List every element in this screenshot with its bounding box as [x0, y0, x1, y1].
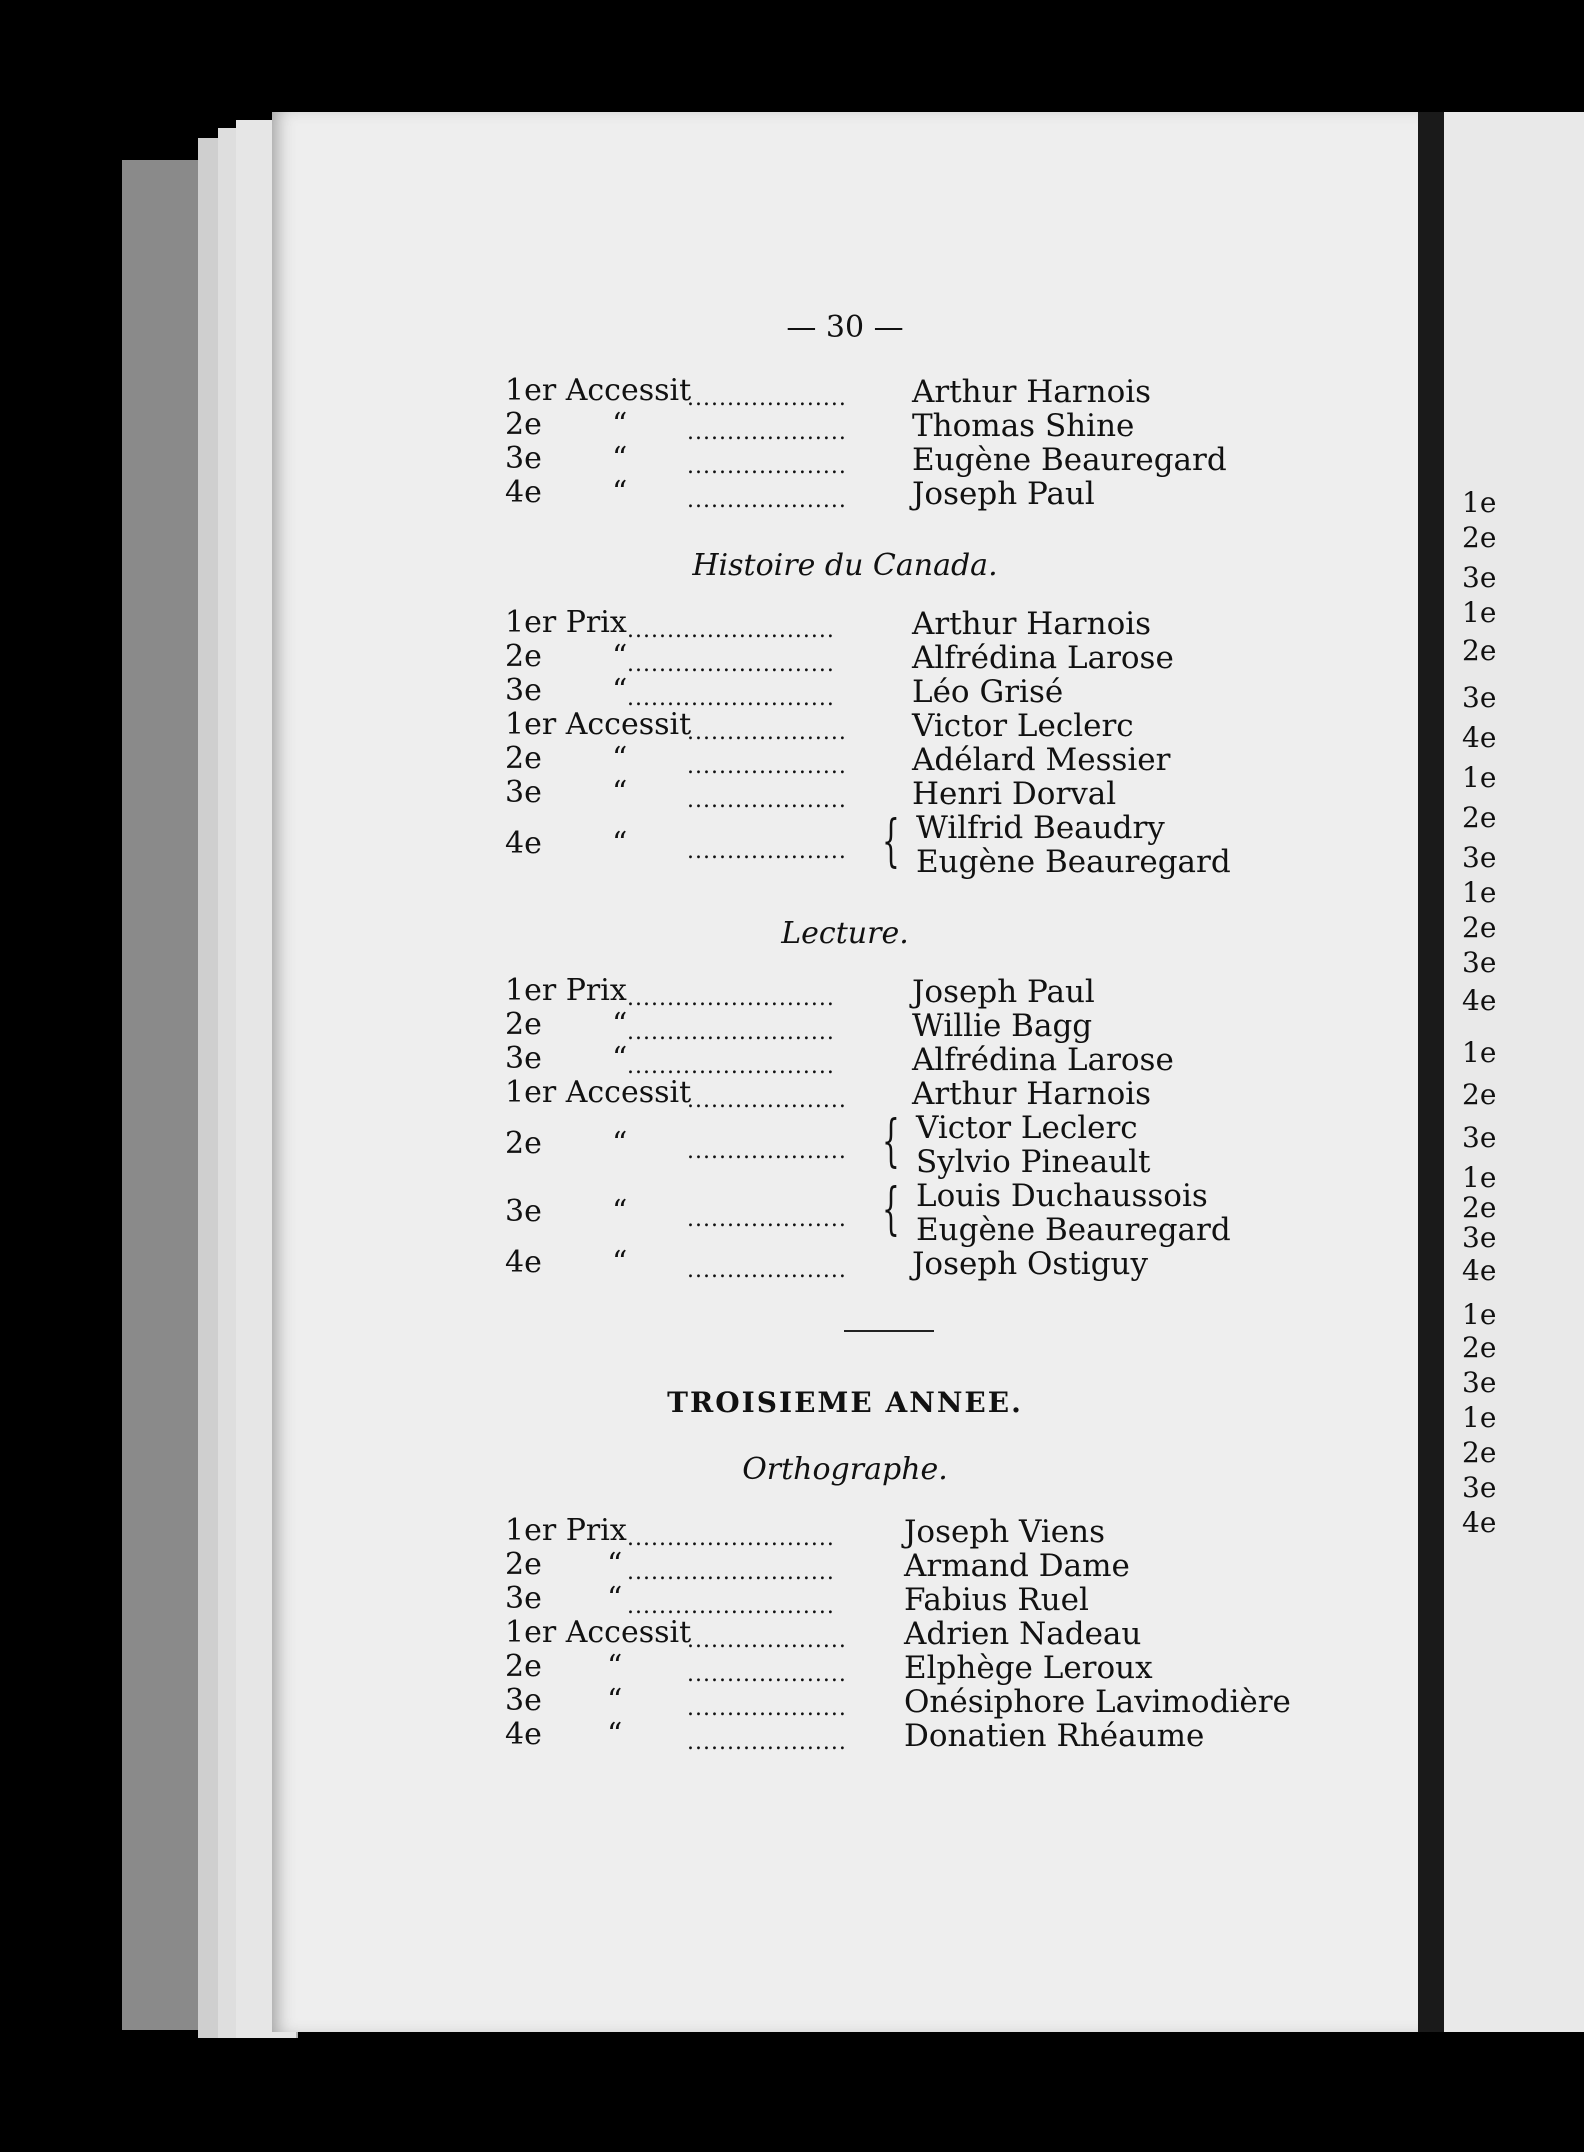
rank-label: 1er Accessit — [505, 373, 692, 408]
facing-page-text: 1e — [1462, 1036, 1497, 1069]
rank-label: 2e — [505, 1126, 542, 1161]
facing-page-text: 3e — [1462, 1121, 1497, 1154]
leader-dots: .................... — [687, 386, 847, 411]
list-row — [272, 441, 1418, 479]
book-spine — [1418, 112, 1444, 2032]
ditto-mark: “ — [612, 673, 628, 708]
leader-dots: .................... — [687, 788, 847, 813]
page-number: — 30 — — [786, 310, 904, 345]
ditto-mark: “ — [612, 1126, 628, 1161]
student-name: Henri Dorval — [912, 776, 1117, 812]
facing-page — [1444, 112, 1584, 2032]
brace-mark: { — [882, 809, 900, 874]
list-row — [272, 1615, 1418, 1653]
leader-dots: .................... — [687, 1139, 847, 1164]
student-name: Victor Leclerc — [916, 1110, 1138, 1146]
student-name: Arthur Harnois — [912, 374, 1152, 410]
rank-label: 3e — [505, 441, 542, 476]
rank-label: 1er Accessit — [505, 707, 692, 742]
facing-page-text: 3e — [1462, 946, 1497, 979]
leader-dots: .................... — [687, 1730, 847, 1755]
student-name: Sylvio Pineault — [916, 1144, 1151, 1180]
facing-page-text: 3e — [1462, 1366, 1497, 1399]
student-name: Fabius Ruel — [904, 1582, 1089, 1618]
student-name: Joseph Ostiguy — [912, 1246, 1149, 1282]
student-name: Adélard Messier — [912, 742, 1171, 778]
student-name: Victor Leclerc — [912, 708, 1134, 744]
list-row — [272, 475, 1418, 513]
list-row — [272, 1547, 1418, 1585]
list-row — [272, 673, 1418, 711]
facing-page-text: 2e — [1462, 1191, 1497, 1224]
list-row — [272, 1581, 1418, 1619]
rank-label: 1er Accessit — [505, 1615, 692, 1650]
student-name: Elphège Leroux — [904, 1650, 1153, 1686]
leader-dots: .................... — [687, 420, 847, 445]
student-name: Donatien Rhéaume — [904, 1718, 1205, 1754]
facing-page-text: 3e — [1462, 1221, 1497, 1254]
facing-page-text: 1e — [1462, 761, 1497, 794]
rank-label: 2e — [505, 741, 542, 776]
student-name: Joseph Paul — [912, 974, 1095, 1010]
list-row — [272, 973, 1418, 1011]
leader-dots: .................... — [687, 720, 847, 745]
ditto-mark: “ — [612, 775, 628, 810]
facing-page-text: 1e — [1462, 1161, 1497, 1194]
rank-label: 4e — [505, 1717, 542, 1752]
document-page — [272, 112, 1418, 2032]
facing-page-text: 2e — [1462, 1078, 1497, 1111]
list-row — [272, 741, 1418, 779]
leader-dots: .................... — [687, 1088, 847, 1113]
student-name: Wilfrid Beaudry — [916, 810, 1165, 846]
leader-dots: .......................... — [627, 1020, 835, 1045]
student-name: Alfrédina Larose — [912, 1042, 1174, 1078]
rank-label: 4e — [505, 475, 542, 510]
student-name: Thomas Shine — [912, 408, 1135, 444]
student-name: Onésiphore Lavimodière — [904, 1684, 1291, 1720]
facing-page-text: 2e — [1462, 1436, 1497, 1469]
list-row — [272, 407, 1418, 445]
year-title: TROISIEME ANNEE. — [667, 1386, 1023, 1419]
list-row — [272, 605, 1418, 643]
section-heading: Lecture. — [781, 916, 909, 951]
ditto-mark: “ — [612, 441, 628, 476]
facing-page-text: 1e — [1462, 596, 1497, 629]
rank-label: 4e — [505, 1245, 542, 1280]
list-row — [272, 1075, 1418, 1113]
facing-page-text: 2e — [1462, 521, 1497, 554]
student-name: Adrien Nadeau — [904, 1616, 1142, 1652]
facing-page-text: 4e — [1462, 1506, 1497, 1539]
list-row — [272, 775, 1418, 813]
facing-page-text: 1e — [1462, 1298, 1497, 1331]
ditto-mark: “ — [607, 1717, 623, 1752]
ditto-mark: “ — [607, 1649, 623, 1684]
rank-label: 2e — [505, 639, 542, 674]
student-name: Eugène Beauregard — [916, 1212, 1231, 1248]
rank-label: 3e — [505, 775, 542, 810]
leader-dots: .......................... — [627, 1560, 835, 1585]
ditto-mark: “ — [612, 741, 628, 776]
rank-label: 1er Prix — [505, 973, 627, 1008]
ditto-mark: “ — [612, 475, 628, 510]
leader-dots: .......................... — [627, 652, 835, 677]
leader-dots: .................... — [687, 454, 847, 479]
student-name: Arthur Harnois — [912, 1076, 1152, 1112]
facing-page-text: 2e — [1462, 634, 1497, 667]
ditto-mark: “ — [607, 1683, 623, 1718]
rank-label: 3e — [505, 1581, 542, 1616]
facing-page-text: 1e — [1462, 486, 1497, 519]
student-name: Eugène Beauregard — [912, 442, 1227, 478]
ditto-mark: “ — [607, 1547, 623, 1582]
leader-dots: .................... — [687, 1696, 847, 1721]
leader-dots: .................... — [687, 1662, 847, 1687]
student-name: Louis Duchaussois — [916, 1178, 1208, 1214]
section-heading: Histoire du Canada. — [692, 548, 998, 583]
rank-label: 1er Prix — [505, 605, 627, 640]
leader-dots: .................... — [687, 488, 847, 513]
facing-page-text: 2e — [1462, 801, 1497, 834]
list-row — [272, 1041, 1418, 1079]
facing-page-text: 4e — [1462, 984, 1497, 1017]
ditto-mark: “ — [612, 1007, 628, 1042]
rank-label: 2e — [505, 407, 542, 442]
rank-label: 3e — [505, 1194, 542, 1229]
student-name: Alfrédina Larose — [912, 640, 1174, 676]
ditto-mark: “ — [612, 1041, 628, 1076]
student-name: Joseph Paul — [912, 476, 1095, 512]
facing-page-text: 1e — [1462, 1401, 1497, 1434]
leader-dots: .................... — [687, 1628, 847, 1653]
student-name: Léo Grisé — [912, 674, 1064, 710]
rank-label: 3e — [505, 673, 542, 708]
section-heading: Orthographe. — [742, 1452, 948, 1487]
section-divider — [844, 1330, 934, 1332]
rank-label: 2e — [505, 1007, 542, 1042]
rank-label: 3e — [505, 1041, 542, 1076]
facing-page-text: 2e — [1462, 1331, 1497, 1364]
leader-dots: .......................... — [627, 618, 835, 643]
facing-page-text: 4e — [1462, 721, 1497, 754]
ditto-mark: “ — [612, 1194, 628, 1229]
rank-label: 3e — [505, 1683, 542, 1718]
student-name: Arthur Harnois — [912, 606, 1152, 642]
list-row — [272, 1717, 1418, 1755]
brace-mark: { — [882, 1177, 900, 1242]
leader-dots: .................... — [687, 754, 847, 779]
brace-mark: { — [882, 1109, 900, 1174]
leader-dots: .......................... — [627, 686, 835, 711]
ditto-mark: “ — [612, 407, 628, 442]
ditto-mark: “ — [612, 639, 628, 674]
leader-dots: .................... — [687, 1258, 847, 1283]
facing-page-text: 1e — [1462, 876, 1497, 909]
ditto-mark: “ — [607, 1581, 623, 1616]
list-row — [272, 1513, 1418, 1551]
student-name: Eugène Beauregard — [916, 844, 1231, 880]
leader-dots: .......................... — [627, 1054, 835, 1079]
facing-page-text: 3e — [1462, 1471, 1497, 1504]
list-row — [272, 1649, 1418, 1687]
list-row — [272, 1245, 1418, 1283]
student-name: Armand Dame — [904, 1548, 1130, 1584]
list-row — [272, 707, 1418, 745]
facing-page-text: 3e — [1462, 841, 1497, 874]
facing-page-text: 2e — [1462, 911, 1497, 944]
leader-dots: .......................... — [627, 986, 835, 1011]
leader-dots: .......................... — [627, 1594, 835, 1619]
ditto-mark: “ — [612, 826, 628, 861]
rank-label: 4e — [505, 826, 542, 861]
leader-dots: .................... — [687, 839, 847, 864]
student-name: Joseph Viens — [904, 1514, 1105, 1550]
rank-label: 2e — [505, 1547, 542, 1582]
list-row — [272, 373, 1418, 411]
student-name: Willie Bagg — [912, 1008, 1093, 1044]
facing-page-text: 3e — [1462, 561, 1497, 594]
rank-label: 2e — [505, 1649, 542, 1684]
ditto-mark: “ — [612, 1245, 628, 1280]
facing-page-text: 3e — [1462, 681, 1497, 714]
leader-dots: .................... — [687, 1207, 847, 1232]
list-row — [272, 639, 1418, 677]
list-row — [272, 1007, 1418, 1045]
rank-label: 1er Prix — [505, 1513, 627, 1548]
leader-dots: .......................... — [627, 1526, 835, 1551]
rank-label: 1er Accessit — [505, 1075, 692, 1110]
facing-page-text: 4e — [1462, 1254, 1497, 1287]
